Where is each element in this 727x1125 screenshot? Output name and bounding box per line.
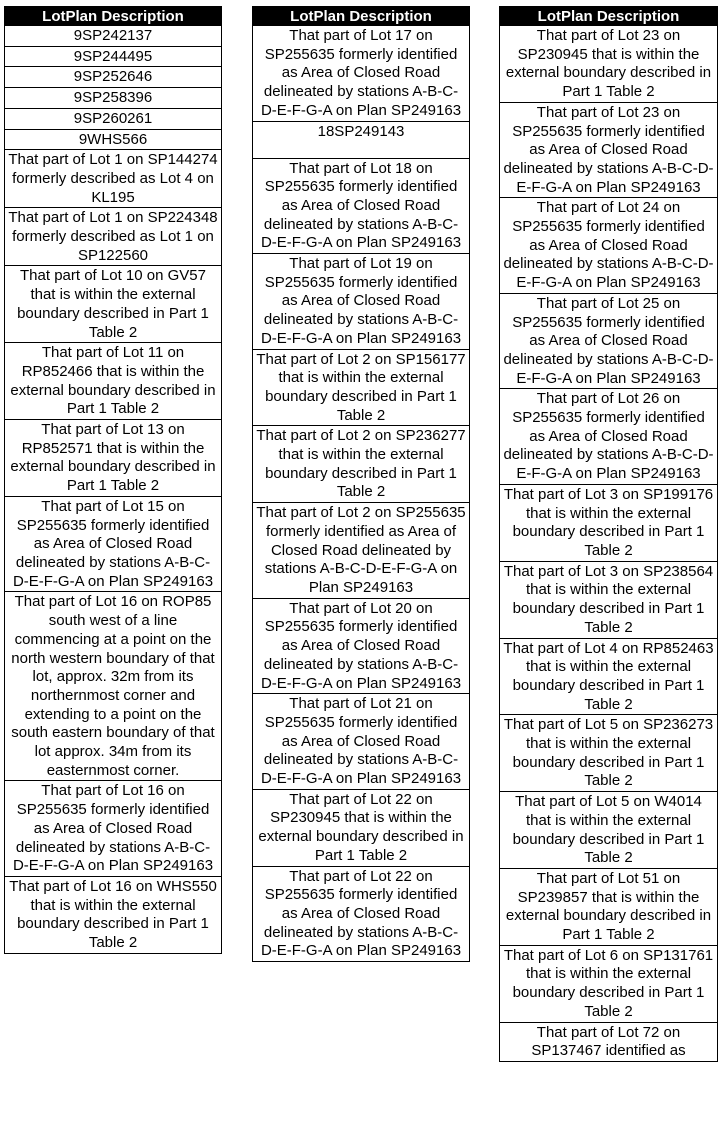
- table-row: [5, 108, 222, 129]
- lotplan-cell: That part of Lot 17 on SP255635 formerly identified as Area of Closed Road delineated by stations A-B-C-D-E-F-G-A on Plan SP249163: [253, 26, 470, 122]
- lotplan-cell: That part of Lot 26 on SP255635 formerly identified as Area of Closed Road delineated by stations A-B-C-D-E-F-G-A on Plan SP249163: [500, 389, 718, 485]
- lotplan-cell: That part of Lot 18 on SP255635 formerly identified as Area of Closed Road delineated by stations A-B-C-D-E-F-G-A on Plan SP249163: [253, 158, 470, 254]
- lotplan-cell: 18SP249143: [253, 121, 470, 158]
- table-row: [5, 343, 222, 420]
- table-row: [253, 789, 470, 866]
- lotplan-cell: That part of Lot 6 on SP131761 that is within the external boundary described in Part 1 Table 2: [500, 945, 718, 1022]
- table-row: [5, 67, 222, 88]
- lotplan-cell: That part of Lot 2 on SP236277 that is within the external boundary described in Part 1 Table 2: [253, 426, 470, 503]
- lotplan-table-1: [4, 6, 222, 954]
- lotplan-cell: That part of Lot 51 on SP239857 that is within the external boundary described in Part 1 Table 2: [500, 868, 718, 945]
- table-row: [5, 876, 222, 953]
- lotplan-cell: That part of Lot 21 on SP255635 formerly identified as Area of Closed Road delineated by stations A-B-C-D-E-F-G-A on Plan SP249163: [253, 694, 470, 790]
- column-header: LotPlan Description: [500, 7, 718, 26]
- column-header: LotPlan Description: [5, 7, 222, 26]
- lotplan-cell: That part of Lot 72 on SP137467 identified as: [500, 1022, 718, 1061]
- lotplan-cell: That part of Lot 24 on SP255635 formerly identified as Area of Closed Road delineated by stations A-B-C-D-E-F-G-A on Plan SP249163: [500, 198, 718, 294]
- lotplan-cell: That part of Lot 10 on GV57 that is within the external boundary described in Part 1 Table 2: [5, 266, 222, 343]
- lotplan-cell: That part of Lot 25 on SP255635 formerly identified as Area of Closed Road delineated by stations A-B-C-D-E-F-G-A on Plan SP249163: [500, 293, 718, 389]
- table-row: [500, 102, 718, 198]
- table-row: [5, 129, 222, 150]
- column-header: LotPlan Description: [253, 7, 470, 26]
- table-row: [5, 592, 222, 781]
- lotplan-cell: That part of Lot 16 on ROP85 south west of a line commencing at a point on the north western boundary of that lot, approx. 32m from its northernmost corner and extending to a point on the south eastern boundary of that lot approx. 34m from its easternmost corner.: [5, 592, 222, 781]
- table-row: [5, 266, 222, 343]
- lotplan-cell: 9SP252646: [5, 67, 222, 88]
- lotplan-cell: 9SP258396: [5, 88, 222, 109]
- lotplan-cell: 9SP260261: [5, 108, 222, 129]
- table-row: [253, 866, 470, 962]
- table-row: [253, 426, 470, 503]
- lotplan-cell: That part of Lot 5 on SP236273 that is within the external boundary described in Part 1 Table 2: [500, 715, 718, 792]
- lotplan-cell: That part of Lot 2 on SP156177 that is within the external boundary described in Part 1 Table 2: [253, 349, 470, 426]
- table-row: [5, 88, 222, 109]
- table-row: [5, 208, 222, 266]
- table-row: [500, 561, 718, 638]
- lotplan-cell: That part of Lot 22 on SP230945 that is within the external boundary described in Part 1 Table 2: [253, 789, 470, 866]
- lotplan-cell: That part of Lot 16 on SP255635 formerly identified as Area of Closed Road delineated by stations A-B-C-D-E-F-G-A on Plan SP249163: [5, 781, 222, 877]
- table-row: [253, 694, 470, 790]
- table-row: [253, 26, 470, 122]
- lotplan-cell: That part of Lot 1 on SP144274 formerly described as Lot 4 on KL195: [5, 150, 222, 208]
- table-row: [253, 254, 470, 350]
- lotplan-cell: 9SP244495: [5, 46, 222, 67]
- table-row: [253, 158, 470, 254]
- table-row: [253, 598, 470, 694]
- table-row: [500, 389, 718, 485]
- table-row: [500, 293, 718, 389]
- lotplan-cell: 9WHS566: [5, 129, 222, 150]
- lotplan-cell: That part of Lot 13 on RP852571 that is within the external boundary described in Part 1 Table 2: [5, 420, 222, 497]
- table-row: [5, 46, 222, 67]
- table-row: [5, 26, 222, 47]
- lotplan-cell: That part of Lot 23 on SP230945 that is within the external boundary described in Part 1 Table 2: [500, 26, 718, 103]
- lotplan-cell: That part of Lot 20 on SP255635 formerly identified as Area of Closed Road delineated by stations A-B-C-D-E-F-G-A on Plan SP249163: [253, 598, 470, 694]
- table-row: [5, 150, 222, 208]
- table-row: [500, 715, 718, 792]
- table-row: [500, 792, 718, 869]
- table-row: [500, 198, 718, 294]
- lotplan-cell: That part of Lot 19 on SP255635 formerly identified as Area of Closed Road delineated by stations A-B-C-D-E-F-G-A on Plan SP249163: [253, 254, 470, 350]
- lotplan-table-2: [252, 6, 470, 962]
- lotplan-cell: That part of Lot 4 on RP852463 that is within the external boundary described in Part 1 Table 2: [500, 638, 718, 715]
- table-row: [500, 1022, 718, 1061]
- table-row: [5, 781, 222, 877]
- lotplan-cell: That part of Lot 1 on SP224348 formerly described as Lot 1 on SP122560: [5, 208, 222, 266]
- lotplan-cell: That part of Lot 3 on SP199176 that is within the external boundary described in Part 1 Table 2: [500, 484, 718, 561]
- lotplan-cell: That part of Lot 15 on SP255635 formerly identified as Area of Closed Road delineated by stations A-B-C-D-E-F-G-A on Plan SP249163: [5, 496, 222, 592]
- lotplan-cell: That part of Lot 3 on SP238564 that is within the external boundary described in Part 1 Table 2: [500, 561, 718, 638]
- table-row: [500, 945, 718, 1022]
- table-row: [253, 121, 470, 158]
- lotplan-cell: That part of Lot 11 on RP852466 that is within the external boundary described in Part 1 Table 2: [5, 343, 222, 420]
- table-row: [253, 503, 470, 599]
- lotplan-cell: That part of Lot 22 on SP255635 formerly identified as Area of Closed Road delineated by stations A-B-C-D-E-F-G-A on Plan SP249163: [253, 866, 470, 962]
- table-row: [5, 496, 222, 592]
- table-row: [500, 26, 718, 103]
- table-row: [253, 349, 470, 426]
- lotplan-cell: That part of Lot 23 on SP255635 formerly identified as Area of Closed Road delineated by stations A-B-C-D-E-F-G-A on Plan SP249163: [500, 102, 718, 198]
- lotplan-cell: That part of Lot 16 on WHS550 that is within the external boundary described in Part 1 Table 2: [5, 876, 222, 953]
- lotplan-cell: That part of Lot 2 on SP255635 formerly identified as Area of Closed Road delineated by stations A-B-C-D-E-F-G-A on Plan SP249163: [253, 503, 470, 599]
- table-row: [500, 868, 718, 945]
- lotplan-table-3: [499, 6, 718, 1062]
- table-row: [500, 638, 718, 715]
- lotplan-cell: That part of Lot 5 on W4014 that is within the external boundary described in Part 1 Table 2: [500, 792, 718, 869]
- table-row: [5, 420, 222, 497]
- table-row: [500, 484, 718, 561]
- lotplan-cell: 9SP242137: [5, 26, 222, 47]
